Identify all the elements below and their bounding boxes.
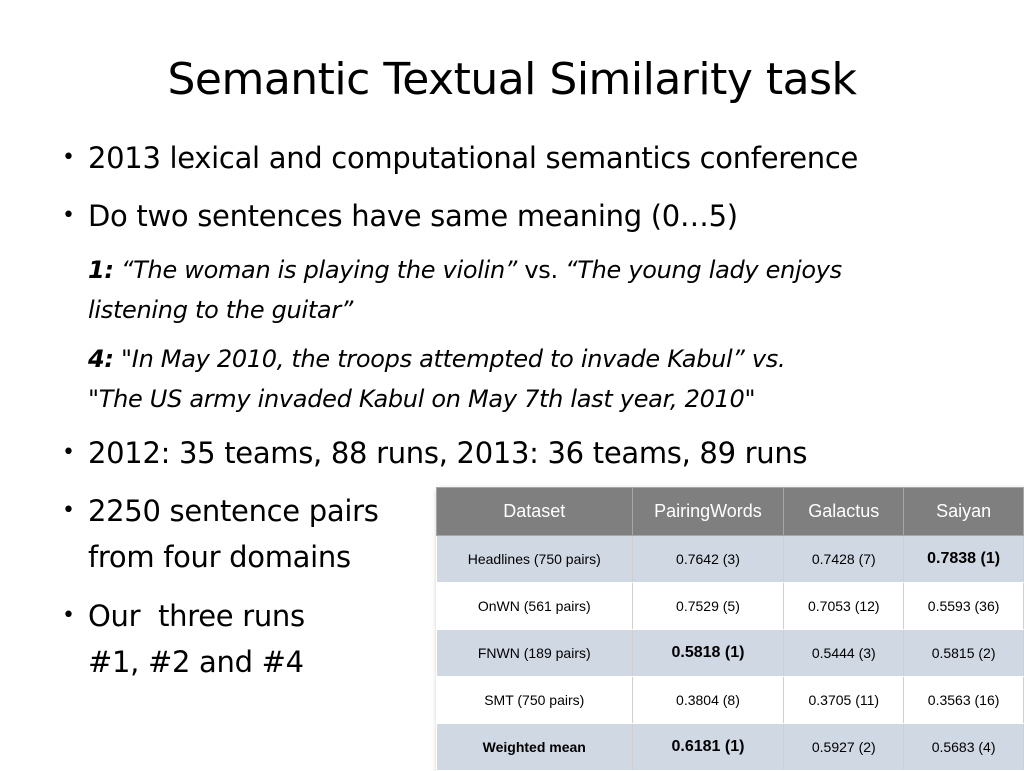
header-saiyan: Saiyan — [904, 488, 1024, 536]
bullet-text-cont: #1, #2 and #4 — [88, 645, 304, 679]
table-row — [437, 677, 1024, 724]
table-row — [437, 630, 1024, 677]
bullet-text: Do two sentences have same meaning (0…5) — [88, 199, 738, 233]
table-cell: FNWN (189 pairs) — [437, 630, 633, 677]
table-cell: 0.7529 (5) — [632, 583, 784, 630]
table-row — [437, 724, 1024, 771]
bullet-dot: • — [62, 203, 75, 228]
example-4 — [88, 339, 988, 419]
table-cell: OnWN (561 pairs) — [437, 583, 633, 630]
example-sentence-b-cont: listening to the guitar” — [88, 296, 354, 324]
bullet-text-cont: from four domains — [88, 540, 351, 574]
slide-title: Semantic Textual Similarity task — [167, 54, 857, 105]
table-cell: 0.3804 (8) — [632, 677, 784, 724]
bullet-dot: • — [62, 498, 75, 523]
bullet-text: 2013 lexical and computational semantics conference — [88, 141, 859, 175]
header-galactus: Galactus — [784, 488, 904, 536]
table-cell: SMT (750 pairs) — [437, 677, 633, 724]
table-cell: 0.7053 (12) — [784, 583, 904, 630]
table-cell: Weighted mean — [437, 724, 633, 771]
table-cell: 0.3563 (16) — [904, 677, 1024, 724]
table-cell: 0.5593 (36) — [904, 583, 1024, 630]
bullet-dot: • — [62, 145, 75, 170]
results-table — [436, 487, 1024, 771]
example-sentence-a: "In May 2010, the troops attempted to invade Kabul” vs. — [121, 345, 786, 373]
bullet-text: 2250 sentence pairs — [88, 494, 379, 528]
table-row — [437, 536, 1024, 583]
bullet-dot: • — [62, 603, 75, 628]
table-cell: 0.5683 (4) — [904, 724, 1024, 771]
bullet-dot: • — [62, 440, 75, 465]
example-sentence-b: "The US army invaded Kabul on May 7th last year, 2010" — [88, 385, 756, 413]
example-vs: vs. — [524, 256, 558, 284]
table-cell: 0.7428 (7) — [784, 536, 904, 583]
bullet-text: 2012: 35 teams, 88 runs, 2013: 36 teams, 89 runs — [88, 436, 808, 470]
table-cell: 0.5818 (1) — [632, 630, 784, 677]
table-cell: 0.6181 (1) — [632, 724, 784, 771]
example-number: 4: — [88, 345, 114, 373]
table-cell: 0.5815 (2) — [904, 630, 1024, 677]
header-dataset: Dataset — [437, 488, 633, 536]
example-number: 1: — [88, 256, 114, 284]
example-sentence-a: “The woman is playing the violin” — [121, 256, 517, 284]
table-cell: 0.5927 (2) — [784, 724, 904, 771]
bullet-text: Our three runs — [88, 599, 305, 633]
table-cell: 0.7838 (1) — [904, 536, 1024, 583]
example-sentence-b: “The young lady enjoys — [565, 256, 842, 284]
table-cell: 0.5444 (3) — [784, 630, 904, 677]
table-row — [437, 583, 1024, 630]
table-cell: 0.3705 (11) — [784, 677, 904, 724]
table-cell: Headlines (750 pairs) — [437, 536, 633, 583]
header-pairingwords: PairingWords — [632, 488, 784, 536]
table-header-row — [437, 488, 1024, 536]
example-1 — [88, 250, 988, 330]
table-cell: 0.7642 (3) — [632, 536, 784, 583]
